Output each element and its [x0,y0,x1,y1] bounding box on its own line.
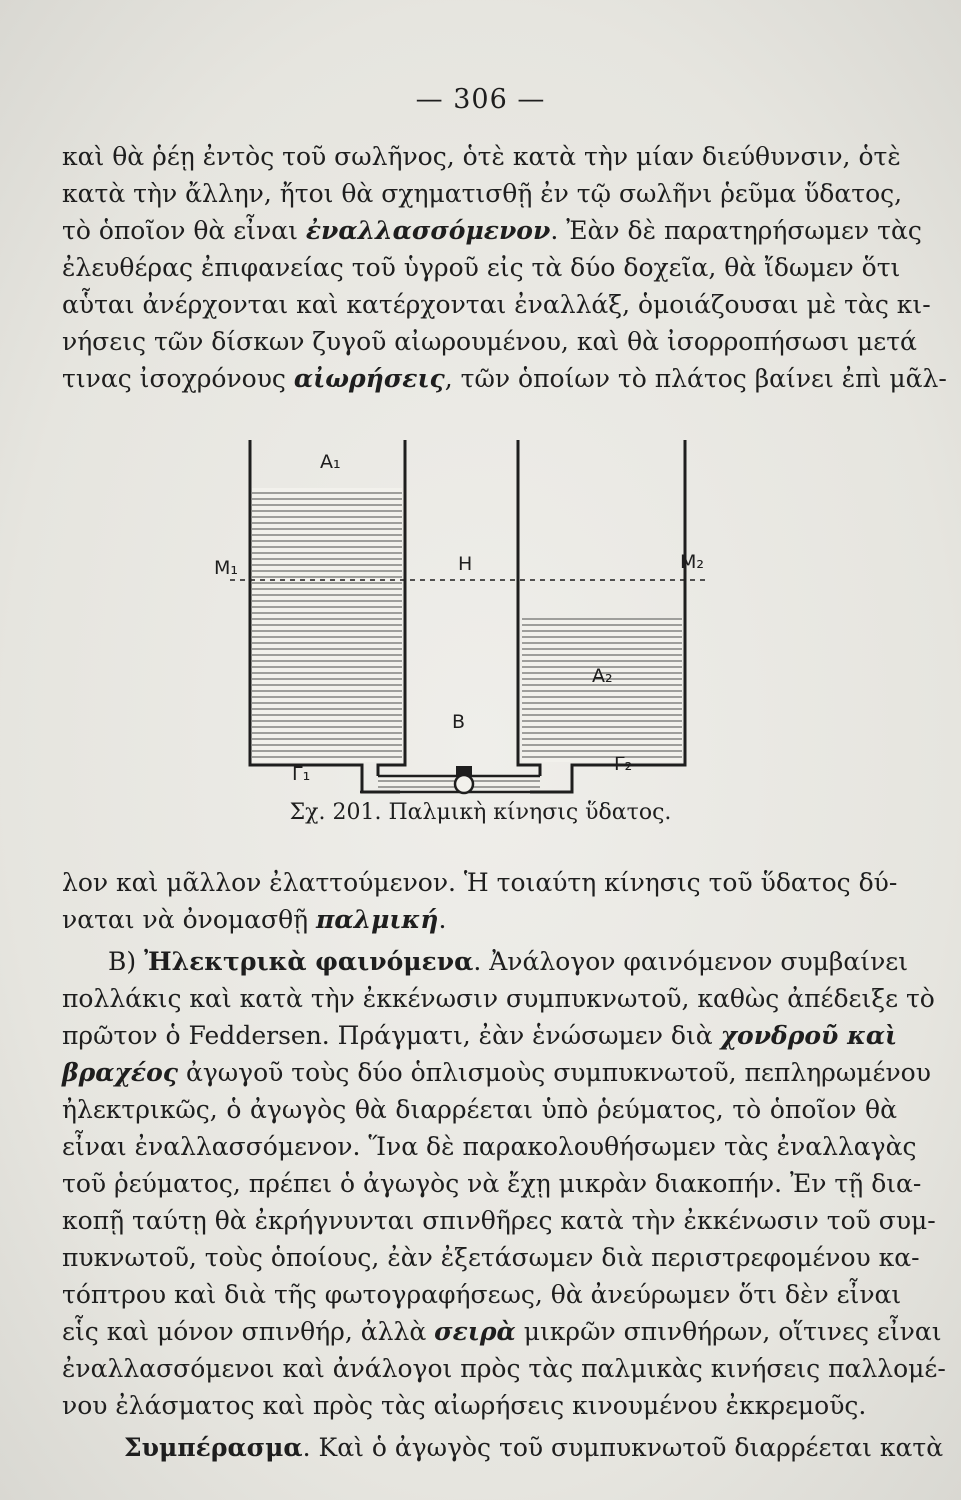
emphasis-term: παλμική [316,905,439,934]
text-line: κοπῇ ταύτῃ θὰ ἐκρήγνυνται σπινθῆρες κατὰ τὴν ἐκκένωσιν τοῦ συμ- [62,1206,936,1235]
text-run: . Καὶ ὁ ἀγωγὸς τοῦ συμπυκνωτοῦ διαρρέεται κατὰ [302,1433,944,1462]
label-m1: M₁ [214,557,239,579]
label-a2: A₂ [592,665,613,687]
text-line: τοῦ ῥεύματος, πρέπει ὁ ἀγωγὸς νὰ ἔχῃ μικρὰν διακοπήν. Ἐν τῇ δια- [62,1169,922,1198]
text-line: ἐλευθέρας ἐπιφανείας τοῦ ὑγροῦ εἰς τὰ δύο δοχεῖα, θὰ ἴδωμεν ὅτι [62,253,901,282]
emphasis-term: χονδροῦ καὶ [720,1021,898,1050]
section-heading: Συμπέρασμα [124,1433,303,1462]
text-line: εἶναι ἐναλλασσόμενον. Ἵνα δὲ παρακολουθήσωμεν τὰς ἐναλλαγὰς [62,1132,917,1161]
label-b: B [452,711,466,733]
text-run: , τῶν ὁποίων τὸ πλάτος βαίνει ἐπὶ μᾶλ- [444,364,947,393]
label-a1: A₁ [320,451,341,473]
text-run: . Ἐὰν δὲ παρατηρήσωμεν τὰς [550,216,922,245]
page-number: — 306 — [415,84,546,115]
text-run: εἷς καὶ μόνον σπινθήρ, ἀλλὰ [62,1317,435,1346]
vessels-diagram [200,430,730,810]
text-line: πολλάκις καὶ κατὰ τὴν ἐκκένωσιν συμπυκνωτοῦ, καθὼς ἀπέδειξε τὸ [62,984,935,1013]
text-run: τὸ ὁποῖον θὰ εἶναι [62,216,306,245]
text-line: ἐναλλασσόμενοι καὶ ἀνάλογοι πρὸς τὰς παλμικὰς κινήσεις παλλομέ- [62,1354,946,1383]
label-g1: Γ₁ [292,763,311,785]
emphasis-term: ἐναλλασσόμενον [305,216,551,245]
text-line: λον καὶ μᾶλλον ἐλαττούμενον. Ἡ τοιαύτη κίνησις τοῦ ὕδατος δύ- [62,868,898,897]
section-heading: Ἠλεκτρικὰ φαινόμενα [144,947,474,976]
text-line: τόπτρου καὶ διὰ τῆς φωτογραφήσεως, θὰ ἀνεύρωμεν ὅτι δὲν εἶναι [62,1280,902,1309]
text-line [62,362,947,396]
valve-body [455,775,473,793]
text-line [124,1431,944,1465]
emphasis-term: βραχέος [62,1058,179,1087]
text-run: Β) [108,947,145,976]
text-line: αὗται ἀνέρχονται καὶ κατέρχονται ἐναλλάξ, ὁμοιάζουσαι μὲ τὰς κι- [62,290,931,319]
text-run: πρῶτον ὁ Feddersen. Πράγματι, ἐὰν ἑνώσωμεν διὰ [62,1021,721,1050]
text-line: πυκνωτοῦ, τοὺς ὁποίους, ἐὰν ἐξετάσωμεν διὰ περιστρεφομένου κα- [62,1243,920,1272]
left-vessel-water [252,488,402,762]
text-run: ναται νὰ ὀνομασθῇ [62,905,317,934]
emphasis-term: σειρὰ [434,1317,516,1346]
label-m2: M₂ [680,551,705,573]
text-run: μικρῶν σπινθήρων, οἵτινες εἶναι [515,1317,942,1346]
text-line: ἠλεκτρικῶς, ὁ ἀγωγὸς θὰ διαρρέεται ὑπὸ ῥεύματος, τὸ ὁποῖον θὰ [62,1095,897,1124]
text-line: νου ἐλάσματος καὶ πρὸς τὰς αἰωρήσεις κινουμένου ἐκκρεμοῦς. [62,1391,867,1420]
text-run: . [438,905,447,934]
text-line [62,214,922,248]
text-run: . Ἀνάλογον φαινόμενον συμβαίνει [473,947,909,976]
text-line [62,1315,942,1349]
text-line [62,903,897,937]
text-line: νήσεις τῶν δίσκων ζυγοῦ αἰωρουμένου, καὶ θὰ ἰσορροπήσωσι μετά [62,327,917,356]
text-line [108,945,909,979]
label-g2: Γ₂ [614,753,633,775]
text-run: τινας ἰσοχρόνους [62,364,294,393]
text-line [62,1019,897,1053]
text-run: ἀγωγοῦ τοὺς δύο ὁπλισμοὺς συμπυκνωτοῦ, πεπληρωμένου [178,1058,931,1087]
text-line: κατὰ τὴν ἄλλην, ἤτοι θὰ σχηματισθῇ ἐν τῷ σωλῆνι ῥεῦμα ὕδατος, [62,179,903,208]
text-line: καὶ θὰ ῥέῃ ἐντὸς τοῦ σωλῆνος, ὁτὲ κατὰ τὴν μίαν διεύθυνσιν, ὁτὲ [62,142,901,171]
emphasis-term: αἰωρήσεις [293,364,445,393]
text-line [62,1056,931,1090]
figure-caption: Σχ. 201. Παλμικὴ κίνησις ὕδατος. [289,800,672,825]
right-vessel-water [522,618,682,762]
label-h: H [458,553,473,575]
figure-oscillating-water [200,430,730,810]
